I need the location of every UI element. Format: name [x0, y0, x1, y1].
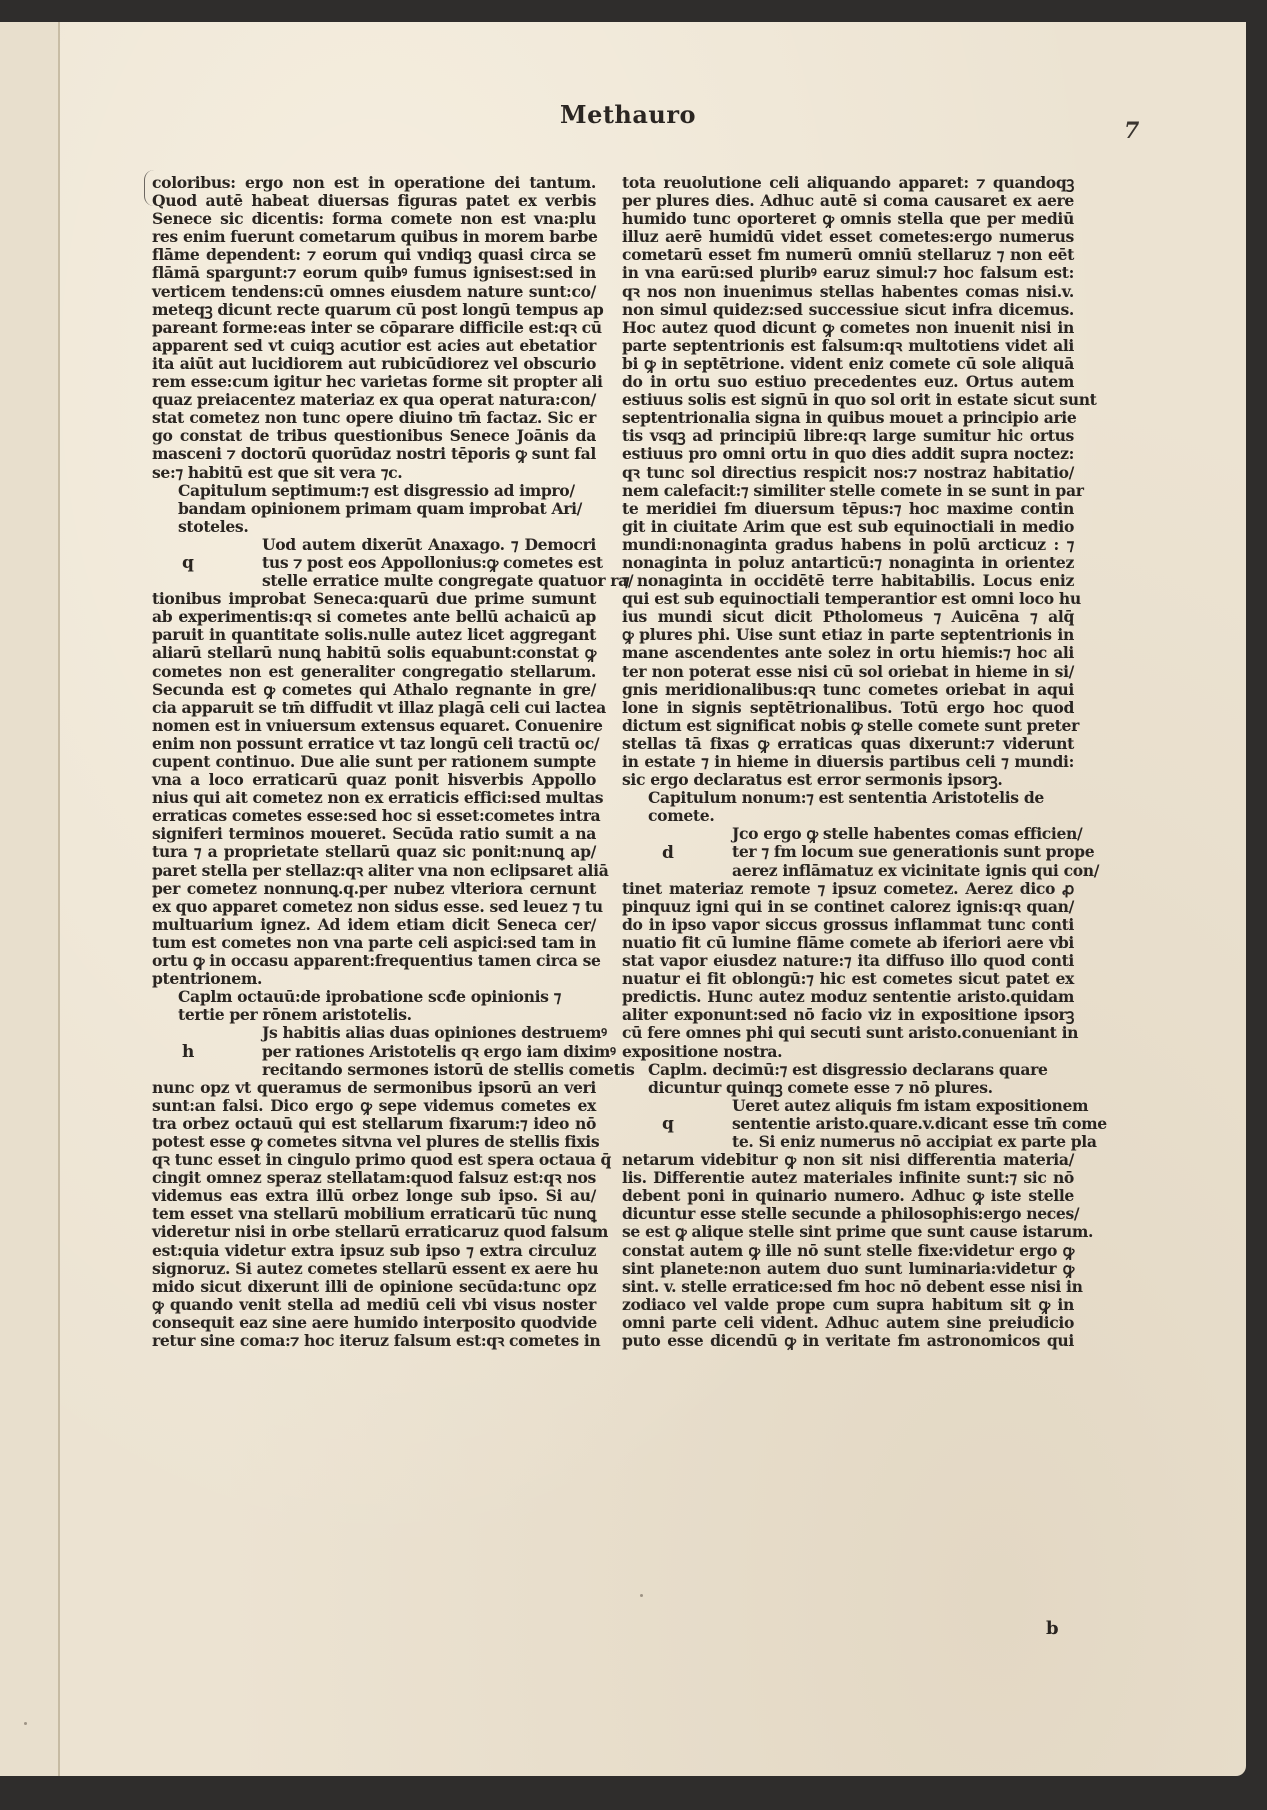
text-line: do in ortu suo estiuo precedentes euz. Ortus autem [622, 372, 1074, 392]
text-line: cometes non est generaliter congregatio stellarum. [152, 661, 596, 681]
text-line: ortu ꝙ in occasu apparent:frequentius tamen circa se [152, 951, 601, 971]
text-line: estiuus pro omni ortu in quo dies addit supra noctez: [622, 444, 1074, 464]
text-line: tis vsqꝫ ad principiū libre:qꝛ large sumitur hic ortus [622, 426, 1074, 446]
text-line: in estate ⁊ in hieme in diuersis partibus celi ⁊ mundi: [622, 752, 1074, 771]
text-line: nomen est in vniuersum extensus equaret. Conuenire [152, 715, 603, 735]
text-line: illuz aerē humidū videt esset cometes:ergo numerus [622, 227, 1074, 247]
text-line: potest esse ꝙ cometes sitvna vel plures de stellis fixis [152, 1131, 600, 1151]
text-line: cū fere omnes phi qui secuti sunt aristo.conueniant in [622, 1023, 1079, 1043]
paper-speck [640, 1594, 643, 1597]
text-line: tionibus improbat Seneca:quarū due prime sumunt [152, 589, 596, 609]
signature-mark: b [1046, 1618, 1059, 1639]
text-line: tinet materiaz remote ⁊ ipsuz cometez. Aerez dico ꝓ [622, 878, 1074, 898]
text-line: verticem tendens:cū omnes eiusdem nature sunt:co/ [152, 281, 596, 301]
chapter-heading-line: Capitulum nonum:⁊ est sententia Aristotelis de [648, 788, 1044, 808]
text-line: quaz preiacentez materiaz ex qua operat natura:con/ [152, 390, 596, 410]
paper-speck [24, 1722, 27, 1725]
guide-letter-initial: q [662, 1114, 674, 1135]
chapter-heading-line: bandam opinionem primam quam improbat Ari/ [178, 498, 583, 518]
text-line: Ueret autez aliquis fm istam expositionem [732, 1095, 1089, 1115]
text-line: ter non poterat esse nisi cū sol oriebat in hieme in si/ [622, 661, 1074, 681]
text-line: paret stella per stellaz:qꝛ aliter vna non eclipsaret aliā [152, 860, 609, 880]
text-line: sic ergo declaratus est error sermonis ipsorꝫ. [622, 770, 1003, 790]
folio-number: 7 [1124, 118, 1140, 144]
text-line: go constat de tribus questionibus Senece Joānis da [152, 426, 596, 446]
text-line: qꝛ tunc sol directius respicit nos:⁊ nostraz habitatio/ [622, 462, 1074, 482]
text-line: consequit eaz sine aere humido interposito quodvide [152, 1312, 597, 1332]
text-line: se:⁊ habitū est que sit vera ⁊c. [152, 462, 403, 482]
text-line: videretur nisi in orbe stellarū erraticaruz quod falsum [152, 1222, 609, 1242]
text-line: constat autem ꝙ ille nō sunt stelle fixe:videtur ergo ꝙ [622, 1240, 1074, 1260]
text-line: tota reuolutione celi aliquando apparet: ⁊ quandoqꝫ [622, 173, 1074, 192]
text-line: per cometez nonnunꝗ.q.per nubez vlteriora cernunt [152, 878, 596, 898]
text-line: flāme dependent: ⁊ eorum qui vndiqꝫ quasi circa se [152, 245, 596, 265]
text-line: nius qui ait cometez non ex erraticis effici:sed multas [152, 788, 604, 808]
text-line: masceni ⁊ doctorū quorūdaz nostri tēporis ꝙ sunt fal [152, 444, 596, 464]
text-line: Quod autē habeat diuersas figuras patet ex verbis [152, 191, 596, 211]
text-line: tura ⁊ a proprietate stellarū quaz sic ponit:nunꝗ ap/ [152, 842, 596, 862]
chapter-heading-line: stoteles. [178, 516, 249, 536]
text-line: meteqꝫ dicunt recte quarum cū post longū tempus ap [152, 299, 604, 319]
text-line: Hoc autez quod dicunt ꝙ cometes non inuenit nisi in [622, 317, 1074, 337]
guide-letter-initial: d [662, 842, 674, 863]
text-line: aliarū stellarū nunꝗ habitū solis equabunt:constat ꝙ [152, 643, 596, 663]
text-line: Secunda est ꝙ cometes qui Athalo regnante in gre/ [152, 679, 596, 699]
text-line: multuarium ignez. Ad idem etiam dicit Seneca cer/ [152, 914, 596, 934]
text-line: stelle erratice multe congregate quatuor ra/ [262, 571, 634, 591]
text-line: parte septentrionis est falsum:qꝛ multotiens videt ali [622, 335, 1074, 355]
text-line: erraticas cometes esse:sed hoc si esset:cometes intra [152, 806, 601, 826]
text-line: estiuus solis est signū in quo sol orit in estate sicut sunt [622, 390, 1097, 410]
text-line: dicuntur esse stelle secunde a philosophis:ergo neces/ [622, 1204, 1080, 1224]
text-line: humido tunc oporteret ꝙ omnis stella que per mediū [622, 209, 1074, 229]
text-line: te meridiei fm diuersum tēpus:⁊ hoc maxime contin [622, 498, 1074, 518]
text-line: sint. v. stelle erratice:sed fm hoc nō debent esse nisi in [622, 1276, 1083, 1296]
text-line: do in ipso vapor siccus grossus inflammat tunc conti [622, 914, 1074, 934]
text-line: est:quia videtur extra ipsuz sub ipso ⁊ extra circuluz [152, 1240, 596, 1260]
text-line: nuatur ei fit oblongū:⁊ hic est cometes sicut patet ex [622, 969, 1074, 989]
text-line: nuatio fit cū lumine flāme comete ab iferiori aere vbi [622, 932, 1074, 952]
text-line: ⁊ nonaginta in occidētē terre habitabilis. Locus eniz [622, 571, 1074, 591]
text-line: ꝙ plures phi. Uise sunt etiaz in parte septentrionis in [622, 625, 1074, 645]
text-line: coloribus: ergo non est in operatione dei tantum. [152, 173, 596, 192]
text-line: sint planete:non autem duo sunt luminaria:videtur ꝙ [622, 1258, 1074, 1278]
text-line: te. Si eniz numerus nō accipiat ex parte pla [732, 1131, 1097, 1151]
text-line: debent poni in quinario numero. Adhuc ꝙ iste stelle [622, 1186, 1074, 1206]
text-line: tra orbez octauū qui est stellarum fixarum:⁊ ideo nō [152, 1113, 596, 1133]
text-line: expositione nostra. [622, 1041, 783, 1061]
text-line: stellas tā fixas ꝙ erraticas quas dixerunt:⁊ viderunt [622, 733, 1074, 753]
facing-page-edge [0, 22, 58, 1776]
text-line: videmus eas extra illū orbez longe sub ipso. Si au/ [152, 1186, 596, 1206]
text-line: tem esset vna stellarū mobilium erraticarū tūc nunꝗ [152, 1204, 596, 1224]
text-line: pinquuz igni qui in se continet calorez ignis:qꝛ quan/ [622, 896, 1074, 916]
chapter-heading-line: Caplm. decimū:⁊ est disgressio declarans quare [648, 1059, 1048, 1079]
text-line: omni parte celi vident. Adhuc autem sine preiudicio [622, 1312, 1074, 1332]
text-line: zodiaco vel valde prope cum supra habitum sit ꝙ in [622, 1294, 1074, 1314]
guide-letter-initial: h [182, 1041, 195, 1062]
chapter-heading-line: tertie per rōnem aristotelis. [178, 1005, 412, 1025]
text-line: tus ⁊ post eos Appollonius:ꝙ cometes est [262, 552, 603, 572]
text-line: retur sine coma:⁊ hoc iteruz falsum est:qꝛ cometes in [152, 1331, 601, 1350]
text-line: in vna earū:sed pluribꝰ earuz simul:⁊ hoc falsum est: [622, 263, 1074, 283]
text-line: sunt:an falsi. Dico ergo ꝙ sepe videmus cometes ex [152, 1095, 596, 1115]
text-line: stat cometez non tunc opere diuino tm̄ factaz. Sic er [152, 408, 596, 428]
running-head: Methauro [560, 100, 697, 129]
text-line: paruit in quantitate solis.nulle autez licet aggregant [152, 625, 596, 645]
text-line: nem calefacit:⁊ similiter stelle comete in se sunt in par [622, 480, 1084, 500]
text-line: Senece sic dicentis: forma comete non est vna:plu [152, 209, 596, 229]
text-line: Uod autem dixerūt Anaxago. ⁊ Democri [262, 534, 596, 554]
text-line: git in ciuitate Arim que est sub equinoctiali in medio [622, 516, 1074, 536]
text-line: ꝙ quando venit stella ad mediū celi vbi visus noster [152, 1294, 596, 1314]
text-line: septentrionalia signa in quibus mouet a principio arie [622, 408, 1077, 428]
text-line: cingit omnez speraz stellatam:quod falsuz est:qꝛ nos [152, 1168, 596, 1188]
text-line: vna a loco erraticarū quaz ponit hisverbis Appollo [152, 770, 596, 790]
text-line: Js habitis alias duas opiniones destruemꝰ [262, 1023, 607, 1043]
text-line: aerez inflāmatuz ex vicinitate ignis qui con/ [732, 860, 1100, 880]
book-page [0, 22, 1246, 1776]
text-line: lone in signis septētrionalibus. Totū ergo hoc quod [622, 697, 1074, 717]
chapter-heading-line: Capitulum septimum:⁊ est disgressio ad impro/ [178, 480, 575, 500]
text-line: per rationes Aristotelis qꝛ ergo iam diximꝰ [262, 1041, 616, 1061]
left-column [152, 173, 635, 1350]
right-column [622, 173, 1107, 1350]
text-line: lis. Differentie autez materiales infinite sunt:⁊ sic nō [622, 1168, 1074, 1188]
text-line: dictum est significat nobis ꝙ stelle comete sunt preter [622, 715, 1079, 735]
text-line: apparent sed vt cuiqꝫ acutior est acies aut ebetatior [152, 335, 596, 355]
text-line: flāmā spargunt:⁊ eorum quibꝰ fumus ignisest:sed in [152, 263, 596, 283]
text-line: res enim fuerunt cometarum quibus in morem barbe [152, 227, 598, 247]
text-line: cia apparuit se tm̄ diffudit vt illaz plagā celi cui lactea [152, 697, 606, 717]
text-line: stat vapor eiusdez nature:⁊ ita diffuso illo quod conti [622, 951, 1074, 971]
text-line: puto esse dicendū ꝙ in veritate fm astronomicos qui [622, 1331, 1074, 1350]
text-line: ab experimentis:qꝛ si cometes ante bellū achaicū ap [152, 607, 596, 627]
text-line: tum est cometes non vna parte celi aspici:sed tam in [152, 932, 596, 952]
text-line: qꝛ tunc esset in cingulo primo quod est spera octaua q̄ [152, 1150, 612, 1170]
text-line: se est ꝙ alique stelle sint prime que sunt cause istarum. [622, 1222, 1094, 1242]
text-line: signoruz. Si autez cometes stellarū essent ex aere hu [152, 1258, 599, 1278]
text-line: predictis. Hunc autez moduz sententie aristo.quidam [622, 987, 1074, 1007]
text-line: recitando sermones istorū de stellis cometis [262, 1059, 635, 1079]
chapter-heading-line: dicuntur quinqꝫ comete esse ⁊ nō plures. [648, 1077, 993, 1097]
text-line: ptentrionem. [152, 969, 263, 989]
text-line: mundi:nonaginta gradus habens in polū arcticuz : ⁊ [622, 534, 1074, 554]
text-line: sententie aristo.quare.v.dicant esse tm̄ come [732, 1113, 1107, 1133]
text-line: nonaginta in poluz antarticū:⁊ nonaginta in orientez [622, 552, 1074, 572]
text-line: mane ascendentes ante solez in ortu hiemis:⁊ hoc ali [622, 643, 1074, 663]
text-line: mido sicut dixerunt illi de opinione secūda:tunc opz [152, 1276, 596, 1296]
chapter-heading-line: comete. [648, 806, 715, 826]
text-line: ita aiūt aut lucidiorem aut rubicūdiorez vel obscurio [152, 353, 596, 373]
text-line: gnis meridionalibus:qꝛ tunc cometes oriebat in aqui [622, 679, 1074, 699]
chapter-heading-line: Caplm octauū:de iprobatione scđe opinionis ⁊ [178, 987, 562, 1007]
guide-letter-initial: q [182, 553, 194, 574]
text-line: nunc opz vt queramus de sermonibus ipsorū an veri [152, 1077, 596, 1097]
text-line: aliter exponunt:sed nō facio viz in expositione ipsorꝫ [622, 1005, 1074, 1025]
text-line: non simul quidez:sed successiue sicut infra dicemus. [622, 299, 1074, 319]
page-gutter [58, 22, 60, 1776]
text-line: ter ⁊ fm locum sue generationis sunt prope [732, 842, 1095, 862]
text-line: qꝛ nos non inuenimus stellas habentes comas nisi.v. [622, 281, 1074, 301]
text-line: cometarū esset fm numerū omniū stellaruz ⁊ non eēt [622, 245, 1074, 265]
text-line: rem esse:cum igitur hec varietas forme sit propter ali [152, 372, 603, 392]
text-line: pareant forme:eas inter se cōparare difficile est:qꝛ cū [152, 317, 602, 337]
text-line: per plures dies. Adhuc autē si coma causaret ex aere [622, 191, 1074, 211]
text-line: enim non possunt erratice vt taz longū celi tractū oc/ [152, 733, 600, 753]
text-line: cupent continuo. Due alie sunt per rationem sumpte [152, 752, 596, 771]
text-line: Jco ergo ꝙ stelle habentes comas efficien/ [732, 824, 1083, 844]
text-line: qui est sub equinoctiali temperantior est omni loco hu [622, 589, 1081, 609]
text-line: bi ꝙ in septētrione. vident eniz comete cū sole aliquā [622, 353, 1074, 373]
text-line: netarum videbitur ꝙ non sit nisi differentia materia/ [622, 1150, 1074, 1170]
text-line: signiferi terminos moueret. Secūda ratio sumit a na [152, 824, 596, 844]
text-line: ius mundi sicut dicit Ptholomeus ⁊ Auicēna ⁊ alq̄ [622, 607, 1074, 627]
text-line: ex quo apparet cometez non sidus esse. sed leuez ⁊ tu [152, 896, 603, 916]
